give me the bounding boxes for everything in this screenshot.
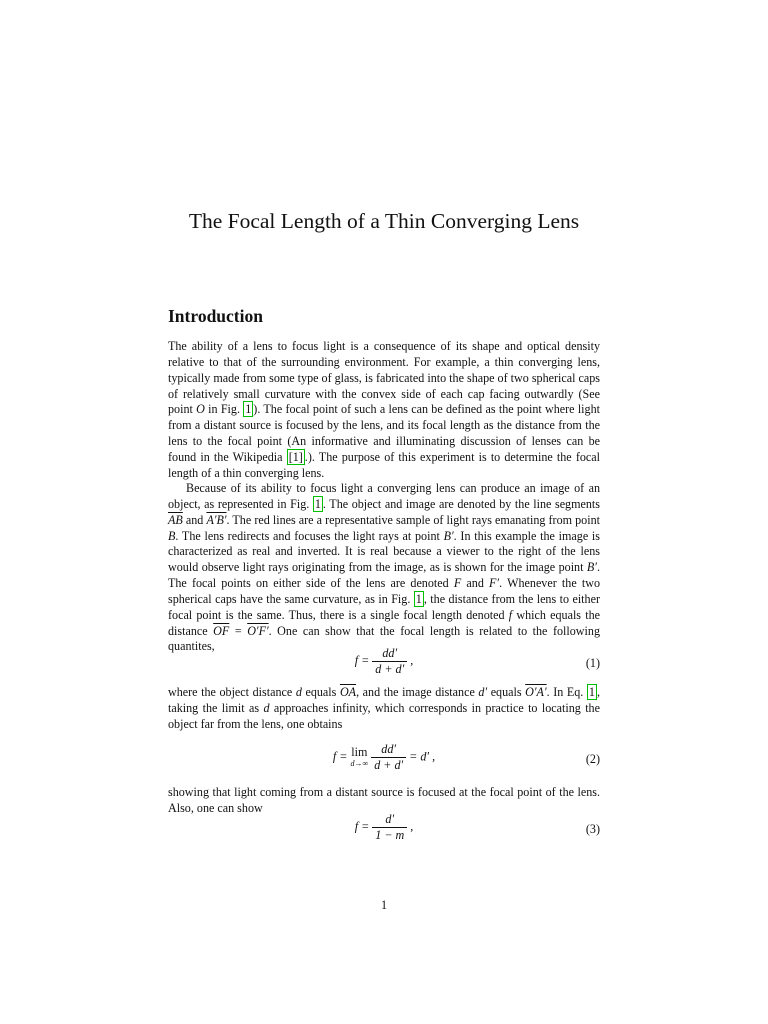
p2-text: which equals the distance — [168, 607, 601, 638]
eq1-fraction — [372, 646, 407, 677]
symbol-f: f — [508, 607, 513, 622]
p2-text: . The lens redirects and focuses the light rays at point — [175, 528, 444, 543]
segment-OpAp: O′A′ — [525, 685, 547, 699]
symbol-Bp: B′ — [586, 560, 597, 575]
page-number: 1 — [380, 898, 388, 912]
symbol-B: B — [168, 528, 176, 543]
segment-ApBp: A′B′ — [206, 512, 227, 527]
figure-1-link[interactable]: 1 — [415, 591, 422, 606]
symbol-d: d — [295, 685, 302, 699]
eq3-lhs: f = — [354, 819, 370, 834]
segment-OF: $\overline{OF}$ — [213, 623, 230, 638]
eq3-number: (3) — [585, 822, 600, 836]
equation-1 — [168, 646, 600, 686]
p2-text: . In this example the image is characterized as real and inverted. It is real because a viewer to the right of the lens would observe light rays originating from the image, as is shown for the image point — [168, 528, 600, 575]
symbol-Bp: B′ — [443, 528, 454, 543]
p3-text: , taking the limit as — [168, 685, 600, 715]
p3-text: approaches infinity, which corresponds in practice to locating the object far from the lens, one obtains — [168, 700, 600, 731]
symbol-dp: d′ — [478, 685, 488, 699]
symbol-Fp: F′ — [489, 576, 500, 591]
section-heading-introduction: Introduction — [168, 306, 263, 326]
p2-text: . The object and image are denoted by the line segments — [322, 496, 600, 511]
citation-1-link[interactable]: [1] — [288, 449, 303, 464]
p1-text: in Fig. — [204, 402, 244, 417]
eq2-tail: = d′ , — [409, 749, 436, 764]
segment-OpFp: O′F′ — [247, 623, 269, 638]
p3-text: where the object distance — [168, 685, 296, 699]
p2-text: and — [182, 512, 207, 527]
symbol-d: d — [263, 700, 270, 715]
eq1-lhs: f = — [354, 653, 370, 668]
p4-text: showing that light coming from a distant source is focused at the focal point of the lens. Also, one can show — [168, 785, 600, 815]
eq1-denominator: d + d′ — [372, 661, 407, 677]
figure-1-link[interactable]: 1 — [314, 496, 321, 511]
p2-text: = — [229, 623, 248, 638]
p1-text: The ability of a lens to focus light is a consequence of its shape and optical density relative to that of the surrounding environment. For example, a thin converging lens, typically made from some type of glass, is fabricated into the shape of two spherical caps of relatively small curvature with the convex side of each cap facing outwardly (See point — [168, 339, 600, 417]
eq2-lim-subscript: d→∞ — [350, 758, 369, 768]
p1-text: ). The focal point of such a lens can be defined as the point where light from a distant source is focused by the lens, and its focal length as the distance from the lens to the focal point (An informative and illuminating discussion of lenses can be found in the Wikipedia — [168, 402, 600, 464]
p2-text: . Whenever the two spherical caps have the same curvature, as in Fig. — [168, 576, 600, 606]
paragraph-2 — [168, 481, 600, 655]
eq2-number: (2) — [585, 752, 600, 766]
eq2-numerator: dd′ — [381, 742, 397, 756]
figure-1-link[interactable]: 1 — [245, 402, 252, 417]
paragraph-1 — [168, 339, 600, 482]
p3-text: , and the image distance — [356, 685, 479, 699]
eq1-numerator: dd′ — [382, 646, 398, 660]
equation-3 — [168, 812, 600, 852]
p2-text: Because of its ability to focus light a converging lens can produce an image of an object, as represented in Fig. — [168, 481, 600, 511]
eq1-number: (1) — [585, 656, 600, 670]
p2-text: , the distance from the lens to either focal point is the same. Thus, there is a single focal length denoted — [168, 591, 600, 622]
equation-1-link[interactable]: 1 — [588, 685, 595, 699]
segment-AB: $\overline{AB}$ — [168, 512, 183, 527]
p3-text: equals — [301, 685, 340, 699]
p2-text: . The red lines are a representative sample of light rays emanating from point — [226, 512, 600, 527]
eq2-lim-text: lim — [351, 744, 368, 759]
paragraph-3 — [168, 685, 600, 733]
symbol-O: O — [196, 402, 205, 417]
p2-text: . One can show that the focal length is related to the following quantites, — [168, 623, 600, 654]
equation-2 — [168, 742, 600, 782]
eq2-fraction — [371, 742, 406, 773]
p2-text: and — [461, 576, 490, 591]
symbol-F: F — [453, 576, 462, 591]
eq3-denominator: 1 − m — [372, 827, 407, 843]
eq2-denominator: d + d′ — [371, 757, 406, 773]
eq3-numerator: d′ — [385, 812, 395, 826]
eq1-tail: , — [407, 653, 414, 668]
eq3-fraction — [372, 812, 407, 843]
paper-title: The Focal Length of a Thin Converging Lens — [188, 209, 580, 233]
p2-text: . The focal points on either side of the lens are denoted — [168, 560, 600, 591]
p3-text: equals — [487, 685, 526, 699]
p3-text: . In Eq. — [546, 685, 587, 699]
p1-text: .). The purpose of this experiment is to determine the focal length of a thin converging lens. — [168, 449, 600, 480]
eq2-limit — [350, 746, 368, 770]
segment-OA: $\overline{OA}$ — [339, 685, 357, 699]
eq3-tail: , — [407, 819, 414, 834]
eq2-lhs: f = — [332, 749, 348, 764]
